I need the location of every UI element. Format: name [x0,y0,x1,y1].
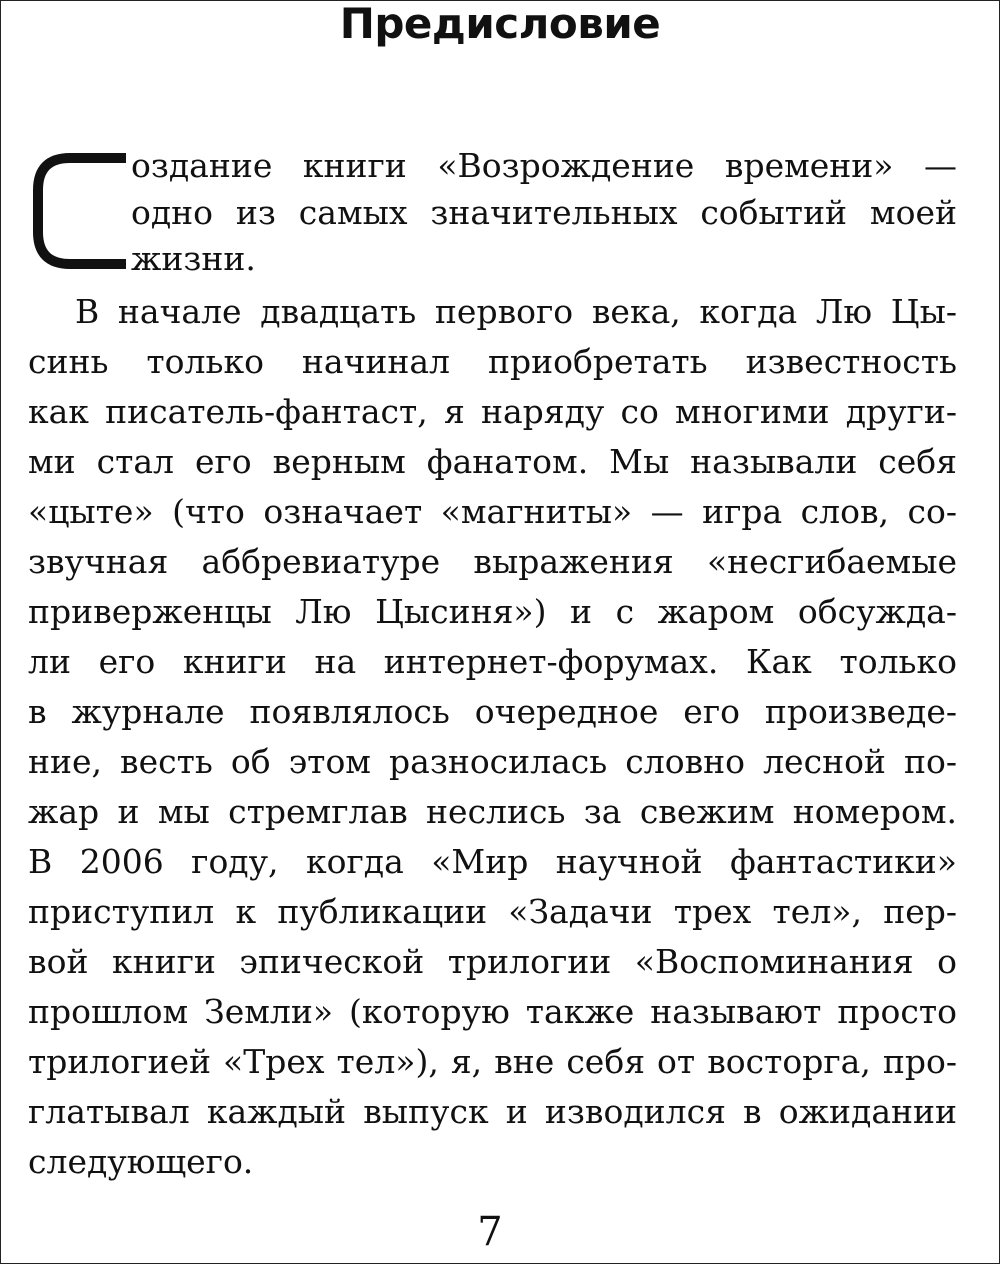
text-line: следующего. [28,1142,254,1181]
text-line: ми стал его верным фанатом. Мы называли себя [28,442,957,481]
text-line: звучная аббревиатуре выражения «несгибаемые [28,542,957,581]
text-line: прошлом Земли» (которую также называют просто [28,992,957,1031]
text-line: жар и мы стремглав неслись за свежим номером. [28,792,957,831]
text-line: трилогией «Трех тел»), я, вне себя от восторга, про- [28,1042,957,1081]
text-line: ли его книги на интернет-форумах. Как только [28,642,957,681]
text-line: одно из самых значительных событий моей [131,192,957,232]
text-line: как писатель-фантаст, я наряду со многими други- [28,392,957,431]
text-line: «цыте» (что означает «магниты» — игра слов, со- [28,492,957,531]
text-line: жизни. [131,239,256,278]
page-number: 7 [477,1209,503,1255]
body-paragraph [28,287,957,1187]
text-line: вой книги эпической трилогии «Воспоминания о [28,942,957,981]
dropcap-letter [28,148,130,274]
text-line: глатывал каждый выпуск и изводился в ожидании [28,1092,957,1131]
text-line: В начале двадцать первого века, когда Лю Цы- [75,292,957,331]
opening-paragraph [131,143,957,283]
page-title: Предисловие [339,0,661,48]
text-line: ние, весть об этом разносилась словно лесной по- [28,742,957,781]
text-line: приступил к публикации «Задачи трех тел», пер- [28,892,957,931]
text-line: В 2006 году, когда «Мир научной фантастики» [28,842,957,881]
text-line: приверженцы Лю Цысиня») и с жаром обсужда- [28,592,957,631]
text-line: синь только начинал приобретать известность [28,342,957,381]
text-line: оздание книги «Возрождение времени» — [131,146,957,185]
text-line: в журнале появлялось очередное его произведе- [28,692,957,731]
